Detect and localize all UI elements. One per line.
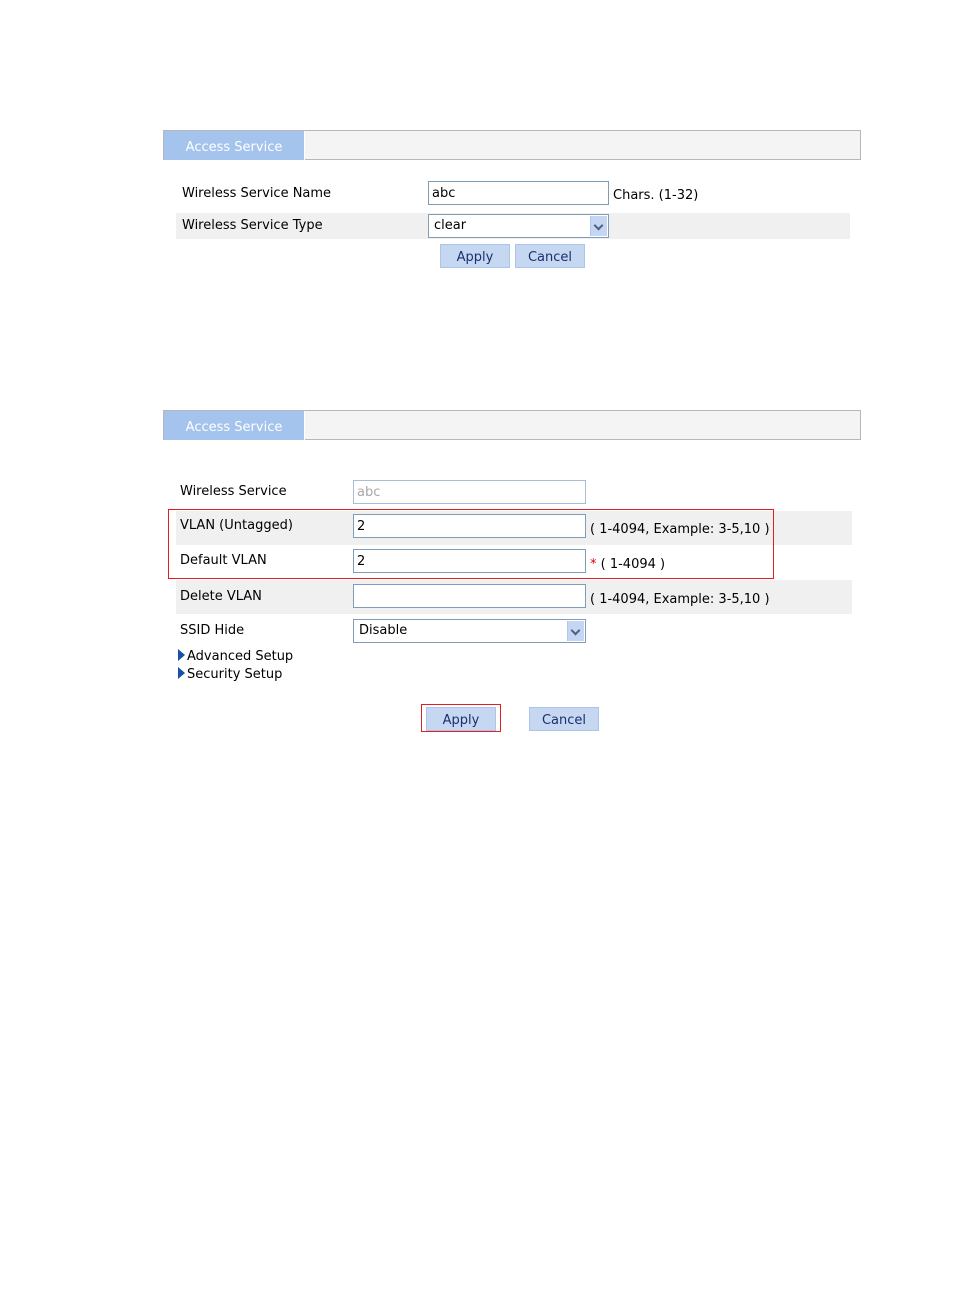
wireless-service-name-input[interactable] — [428, 181, 609, 205]
wireless-service-label: Wireless Service — [180, 484, 287, 499]
vlan-untagged-label: VLAN (Untagged) — [180, 518, 293, 533]
chevron-down-icon[interactable] — [567, 621, 584, 641]
vlan-highlight-box — [168, 509, 774, 579]
wireless-service-type-value: clear — [434, 218, 467, 233]
wireless-service-input — [353, 480, 586, 504]
advanced-setup-toggle[interactable] — [178, 648, 293, 665]
tab-access-service[interactable]: Access Service — [164, 411, 305, 440]
ssid-hide-value: Disable — [359, 623, 408, 638]
wireless-service-type-label: Wireless Service Type — [182, 218, 323, 233]
delete-vlan-hint: ( 1-4094, Example: 3-5,10 ) — [590, 592, 770, 607]
delete-vlan-input[interactable] — [353, 584, 586, 608]
required-mark: * — [590, 557, 597, 572]
delete-vlan-label: Delete VLAN — [180, 589, 262, 604]
wireless-service-name-row — [176, 181, 850, 207]
security-setup-label: Security Setup — [187, 667, 283, 682]
ssid-hide-row — [176, 618, 852, 644]
tab-bar — [163, 130, 861, 160]
apply-button[interactable]: Apply — [426, 707, 496, 731]
tab-bar — [163, 410, 861, 440]
expand-arrow-icon — [178, 649, 185, 661]
access-service-panel-1 — [163, 130, 861, 270]
expand-arrow-icon — [178, 667, 185, 679]
vlan-untagged-hint: ( 1-4094, Example: 3-5,10 ) — [590, 522, 770, 537]
chevron-down-icon[interactable] — [590, 216, 607, 236]
wireless-service-name-hint: Chars. (1-32) — [613, 188, 699, 203]
default-vlan-range: ( 1-4094 ) — [600, 557, 666, 572]
access-service-panel-2 — [163, 410, 861, 740]
default-vlan-label: Default VLAN — [180, 553, 267, 568]
wireless-service-name-label: Wireless Service Name — [182, 186, 332, 201]
wireless-service-row — [176, 479, 852, 505]
ssid-hide-label: SSID Hide — [180, 623, 245, 638]
delete-vlan-row — [176, 580, 852, 614]
apply-button[interactable]: Apply — [440, 244, 510, 268]
wireless-service-type-select[interactable] — [428, 214, 609, 238]
cancel-button[interactable]: Cancel — [529, 707, 599, 731]
security-setup-toggle[interactable] — [178, 666, 282, 683]
ssid-hide-select[interactable] — [353, 619, 586, 643]
cancel-button[interactable]: Cancel — [515, 244, 585, 268]
tab-access-service[interactable]: Access Service — [164, 131, 305, 160]
wireless-service-type-row — [176, 213, 850, 239]
advanced-setup-label: Advanced Setup — [187, 649, 294, 664]
